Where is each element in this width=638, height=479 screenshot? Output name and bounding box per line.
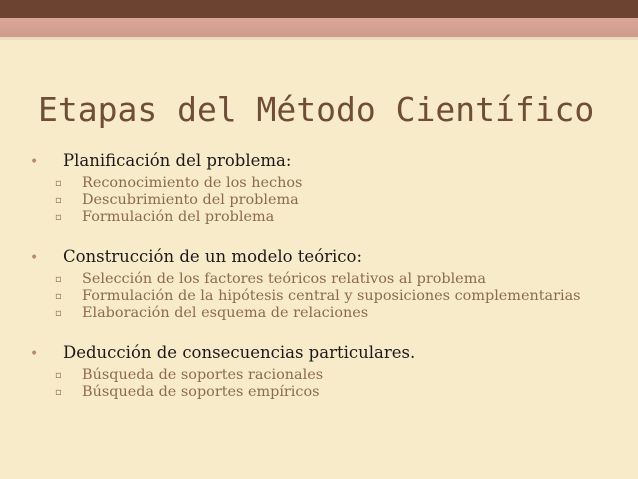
slide-content: [30, 150, 612, 401]
bullet-dot-icon: •: [30, 250, 39, 266]
header-stripe: [0, 18, 638, 37]
sub-bullet-square-icon: ▫: [55, 195, 62, 206]
sub-bullet-text: Formulación de la hipótesis central y suposiciones complementarias: [82, 288, 581, 304]
sub-bullet-text: Selección de los factores teóricos relativos al problema: [82, 271, 486, 287]
sub-bullet: [55, 384, 612, 401]
sub-bullet-square-icon: ▫: [55, 178, 62, 189]
sub-bullet-square-icon: ▫: [55, 308, 62, 319]
bullet-deduccion: [30, 342, 612, 365]
header-bar: [0, 0, 638, 18]
bullet-heading: Planificación del problema:: [63, 151, 292, 170]
bullet-dot-icon: •: [30, 154, 39, 170]
sub-bullet-text: Descubrimiento del problema: [82, 192, 299, 208]
sub-bullet-text: Formulación del problema: [82, 209, 275, 225]
sub-bullet-square-icon: ▫: [55, 370, 62, 381]
sub-bullet: [55, 271, 612, 288]
sub-bullet-square-icon: ▫: [55, 274, 62, 285]
sub-bullet: [55, 305, 612, 322]
bullet-heading: Deducción de consecuencias particulares.: [63, 343, 416, 362]
sub-bullet-square-icon: ▫: [55, 212, 62, 223]
bullet-dot-icon: •: [30, 346, 39, 362]
sub-bullet-square-icon: ▫: [55, 291, 62, 302]
bullet-planificacion: [30, 150, 612, 173]
sub-bullet-text: Búsqueda de soportes racionales: [82, 367, 324, 383]
sub-bullet: [55, 209, 612, 226]
sub-bullet: [55, 367, 612, 384]
bullet-construccion: [30, 246, 612, 269]
sub-bullet: [55, 192, 612, 209]
sub-bullet: [55, 288, 612, 305]
header-divider: [0, 37, 638, 40]
sub-bullet-text: Reconocimiento de los hechos: [82, 175, 303, 191]
bullet-heading: Construcción de un modelo teórico:: [63, 247, 363, 266]
sub-bullet: [55, 175, 612, 192]
sub-bullet-text: Elaboración del esquema de relaciones: [82, 305, 369, 321]
slide-title: Etapas del Método Científico: [38, 90, 595, 129]
sub-bullet-text: Búsqueda de soportes empíricos: [82, 384, 320, 400]
sub-bullet-square-icon: ▫: [55, 387, 62, 398]
